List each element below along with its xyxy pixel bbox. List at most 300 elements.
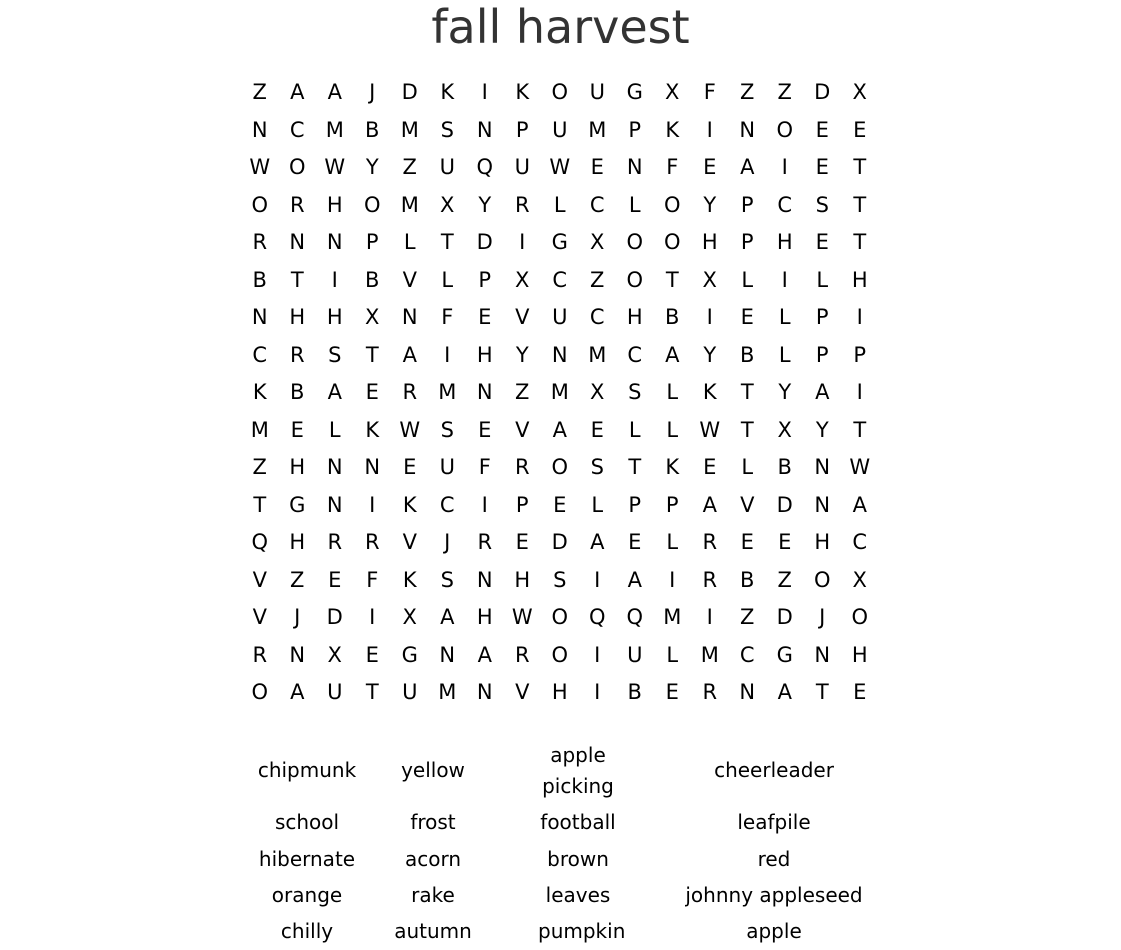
grid-letter: L [666, 380, 679, 404]
grid-letter: N [814, 642, 831, 667]
grid-letter: P [853, 342, 867, 367]
grid-letter: I [481, 80, 488, 104]
grid-letter: Y [365, 155, 379, 179]
grid-letter: X [365, 305, 380, 329]
grid-letter: I [594, 567, 601, 592]
grid-letter: N [739, 117, 756, 142]
grid-letter: N [251, 117, 268, 142]
grid-letter: L [441, 267, 454, 292]
grid-letter: M [550, 380, 569, 404]
grid-letter: L [591, 492, 604, 517]
grid-letter: P [515, 117, 529, 142]
grid-letter: H [289, 305, 306, 329]
grid-letter: H [514, 567, 531, 592]
grid-letter: I [706, 605, 713, 629]
page-title: fall harvest [431, 0, 690, 54]
grid-letter: Q [476, 155, 494, 179]
grid-letter: X [515, 267, 530, 292]
grid-letter: N [476, 567, 493, 592]
grid-letter: C [589, 192, 605, 217]
grid-letter: S [440, 567, 454, 592]
grid-letter: T [253, 492, 267, 517]
grid-letter: N [626, 155, 643, 179]
word-bank-item: leaves [545, 883, 611, 907]
grid-letter: K [515, 80, 530, 104]
grid-letter: D [476, 230, 493, 254]
grid-letter: A [590, 530, 605, 554]
grid-letter: K [402, 567, 417, 592]
grid-letter: L [741, 267, 754, 292]
grid-letter: C [589, 305, 605, 329]
grid-letter: M [588, 342, 607, 367]
word-bank-item: chipmunk [257, 758, 357, 782]
grid-letter: B [627, 680, 642, 704]
word-bank-item: apple [746, 919, 802, 943]
word-bank-item: school [274, 810, 340, 834]
grid-letter: P [628, 492, 642, 517]
grid-letter: N [739, 680, 756, 704]
grid-letter: X [665, 80, 680, 104]
grid-letter: I [781, 155, 788, 179]
grid-letter: N [364, 455, 381, 479]
grid-letter: B [740, 342, 755, 367]
grid-letter: X [777, 417, 792, 442]
grid-letter: I [706, 117, 713, 142]
grid-letter: E [515, 530, 529, 554]
grid-letter: T [853, 417, 867, 442]
grid-letter: R [402, 380, 418, 404]
grid-letter: V [515, 417, 530, 442]
grid-letter: H [814, 530, 831, 554]
grid-letter: C [777, 192, 793, 217]
grid-letter: E [403, 455, 417, 479]
grid-letter: Y [478, 192, 492, 217]
grid-letter: A [815, 380, 830, 404]
grid-letter: E [815, 155, 829, 179]
grid-letter: C [252, 342, 268, 367]
grid-letter: B [365, 267, 380, 292]
grid-letter: C [852, 530, 868, 554]
grid-letter: R [514, 192, 530, 217]
grid-letter: B [252, 267, 267, 292]
grid-letter: E [815, 230, 829, 254]
grid-letter: L [816, 267, 829, 292]
grid-letter: D [551, 530, 568, 554]
grid-letter: S [553, 567, 567, 592]
grid-letter: O [663, 192, 681, 217]
grid-letter: J [819, 605, 826, 629]
grid-letter: T [290, 267, 304, 292]
grid-letter: U [439, 455, 455, 479]
grid-letter: E [628, 530, 642, 554]
grid-letter: G [551, 230, 568, 254]
grid-letter: O [851, 605, 869, 629]
grid-letter: M [438, 680, 457, 704]
word-bank-item: orange [271, 883, 343, 907]
grid-letter: A [740, 155, 755, 179]
grid-letter: F [478, 455, 491, 479]
grid-letter: E [740, 305, 754, 329]
grid-letter: A [777, 680, 792, 704]
grid-letter: U [627, 642, 643, 667]
grid-letter: E [703, 455, 717, 479]
grid-letter: P [740, 192, 754, 217]
grid-letter: I [669, 567, 676, 592]
grid-letter: H [551, 680, 568, 704]
grid-letter: I [331, 267, 338, 292]
grid-letter: N [401, 305, 418, 329]
grid-letter: F [666, 155, 679, 179]
grid-letter: W [511, 605, 533, 629]
grid-letter: V [402, 267, 417, 292]
grid-letter: U [439, 155, 455, 179]
word-bank-item: acorn [404, 847, 462, 871]
grid-letter: A [290, 680, 305, 704]
grid-letter: L [403, 230, 416, 254]
grid-letter: P [815, 305, 829, 329]
grid-letter: R [702, 680, 718, 704]
grid-letter: O [251, 192, 269, 217]
grid-letter: W [699, 417, 721, 442]
grid-letter: R [364, 530, 380, 554]
grid-letter: W [849, 455, 871, 479]
grid-letter: F [366, 567, 379, 592]
grid-letter: N [251, 305, 268, 329]
grid-letter: B [665, 305, 680, 329]
grid-letter: T [365, 680, 379, 704]
grid-letter: E [290, 417, 304, 442]
grid-letter: I [856, 380, 863, 404]
grid-letter: X [327, 642, 342, 667]
grid-letter: X [590, 380, 605, 404]
grid-letter: E [478, 305, 492, 329]
grid-letter: R [477, 530, 493, 554]
grid-letter: L [666, 530, 679, 554]
grid-letter: D [814, 80, 831, 104]
grid-letter: M [663, 605, 682, 629]
grid-letter: Z [252, 455, 267, 479]
grid-letter: O [251, 680, 269, 704]
grid-letter: C [627, 342, 643, 367]
grid-letter: J [369, 80, 376, 104]
grid-letter: L [666, 642, 679, 667]
grid-letter: I [369, 492, 376, 517]
word-bank-item: football [540, 810, 616, 834]
grid-letter: M [400, 192, 419, 217]
grid-letter: N [326, 492, 343, 517]
grid-letter: I [369, 605, 376, 629]
grid-letter: M [400, 117, 419, 142]
grid-letter: H [626, 305, 643, 329]
grid-letter: E [590, 417, 604, 442]
grid-letter: L [328, 417, 341, 442]
grid-letter: X [852, 80, 867, 104]
grid-letter: T [440, 230, 454, 254]
grid-letter: V [402, 530, 417, 554]
grid-letter: D [776, 605, 793, 629]
grid-letter: T [740, 380, 754, 404]
grid-letter: Q [626, 605, 644, 629]
grid-letter: H [476, 605, 493, 629]
grid-letter: S [328, 342, 342, 367]
grid-letter: O [813, 567, 831, 592]
grid-letter: T [665, 267, 679, 292]
grid-letter: B [777, 455, 792, 479]
grid-letter: B [740, 567, 755, 592]
grid-letter: P [365, 230, 379, 254]
grid-letter: M [250, 417, 269, 442]
grid-letter: P [515, 492, 529, 517]
grid-letter: R [327, 530, 343, 554]
word-bank-item: yellow [401, 758, 465, 782]
grid-letter: A [627, 567, 642, 592]
grid-letter: A [402, 342, 417, 367]
grid-letter: X [852, 567, 867, 592]
grid-letter: N [326, 230, 343, 254]
grid-letter: A [477, 642, 492, 667]
grid-letter: R [289, 342, 305, 367]
word-bank-item: johnny appleseed [685, 883, 863, 907]
grid-letter: J [444, 530, 451, 554]
grid-letter: L [778, 305, 791, 329]
grid-letter: L [553, 192, 566, 217]
grid-letter: X [702, 267, 717, 292]
grid-letter: W [549, 155, 571, 179]
grid-letter: Z [515, 380, 530, 404]
grid-letter: H [289, 455, 306, 479]
grid-letter: Y [703, 192, 717, 217]
grid-letter: K [665, 117, 680, 142]
grid-letter: O [551, 605, 569, 629]
grid-letter: R [514, 642, 530, 667]
grid-letter: C [439, 492, 455, 517]
grid-letter: A [852, 492, 867, 517]
grid-letter: D [776, 492, 793, 517]
grid-letter: G [776, 642, 793, 667]
grid-letter: I [594, 680, 601, 704]
grid-letter: Z [290, 567, 305, 592]
grid-letter: I [706, 305, 713, 329]
grid-letter: V [252, 567, 267, 592]
grid-letter: H [776, 230, 793, 254]
grid-letter: U [327, 680, 343, 704]
grid-letter: E [590, 155, 604, 179]
grid-letter: O [551, 455, 569, 479]
grid-letter: O [551, 80, 569, 104]
grid-letter: Y [778, 380, 792, 404]
word-bank-item: rake [411, 883, 455, 907]
grid-letter: I [481, 492, 488, 517]
grid-letter: E [815, 117, 829, 142]
grid-letter: N [326, 455, 343, 479]
word-bank-item: cheerleader [714, 758, 834, 782]
grid-letter: N [814, 455, 831, 479]
grid-letter: A [327, 80, 342, 104]
word-bank-item: autumn [394, 919, 472, 943]
grid-letter: A [665, 342, 680, 367]
grid-letter: Z [740, 80, 755, 104]
grid-letter: E [553, 492, 567, 517]
word-bank-item: apple picking [542, 743, 614, 798]
grid-letter: O [363, 192, 381, 217]
grid-letter: T [628, 455, 642, 479]
grid-letter: G [289, 492, 306, 517]
grid-letter: A [552, 417, 567, 442]
grid-letter: V [740, 492, 755, 517]
grid-letter: V [515, 680, 530, 704]
grid-letter: M [700, 642, 719, 667]
grid-letter: X [440, 192, 455, 217]
grid-letter: L [741, 455, 754, 479]
grid-letter: H [851, 267, 868, 292]
grid-letter: E [478, 417, 492, 442]
grid-letter: P [815, 342, 829, 367]
word-bank-item: red [757, 847, 791, 871]
grid-letter: E [328, 567, 342, 592]
grid-letter: M [438, 380, 457, 404]
grid-letter: N [551, 342, 568, 367]
grid-letter: B [290, 380, 305, 404]
grid-letter: H [701, 230, 718, 254]
grid-letter: P [478, 267, 492, 292]
grid-letter: O [776, 117, 794, 142]
grid-letter: I [856, 305, 863, 329]
grid-letter: O [626, 230, 644, 254]
grid-letter: S [440, 417, 454, 442]
grid-letter: O [663, 230, 681, 254]
grid-letter: Z [777, 567, 792, 592]
word-bank-item: hibernate [258, 847, 356, 871]
grid-letter: R [514, 455, 530, 479]
word-bank-item: frost [410, 810, 456, 834]
grid-letter: I [519, 230, 526, 254]
grid-letter: P [628, 117, 642, 142]
grid-letter: O [626, 267, 644, 292]
grid-letter: N [476, 380, 493, 404]
grid-letter: I [781, 267, 788, 292]
grid-letter: E [778, 530, 792, 554]
grid-letter: F [703, 80, 716, 104]
grid-letter: N [476, 680, 493, 704]
grid-letter: I [594, 642, 601, 667]
grid-letter: L [666, 417, 679, 442]
grid-letter: I [444, 342, 451, 367]
grid-letter: K [665, 455, 680, 479]
grid-letter: E [665, 680, 679, 704]
grid-letter: H [326, 192, 343, 217]
grid-letter: R [702, 567, 718, 592]
grid-letter: N [289, 230, 306, 254]
grid-letter: K [702, 380, 717, 404]
grid-letter: P [665, 492, 679, 517]
grid-letter: S [440, 117, 454, 142]
grid-letter: E [365, 380, 379, 404]
grid-letter: L [628, 417, 641, 442]
grid-letter: C [739, 642, 755, 667]
grid-letter: A [440, 605, 455, 629]
grid-letter: A [290, 80, 305, 104]
grid-letter: Y [703, 342, 717, 367]
grid-letter: H [289, 530, 306, 554]
grid-letter: R [252, 230, 268, 254]
grid-letter: K [365, 417, 380, 442]
word-bank-item: chilly [280, 919, 334, 943]
grid-letter: E [853, 680, 867, 704]
grid-letter: M [588, 117, 607, 142]
grid-letter: U [402, 680, 418, 704]
grid-letter: H [326, 305, 343, 329]
grid-letter: G [626, 80, 643, 104]
grid-letter: Z [777, 80, 792, 104]
grid-letter: U [514, 155, 530, 179]
grid-letter: U [552, 117, 568, 142]
grid-letter: Z [590, 267, 605, 292]
grid-letter: V [252, 605, 267, 629]
grid-letter: O [551, 642, 569, 667]
grid-letter: X [590, 230, 605, 254]
word-bank-item: leafpile [737, 810, 811, 834]
grid-letter: N [289, 642, 306, 667]
grid-letter: W [324, 155, 346, 179]
grid-letter: L [778, 342, 791, 367]
grid-letter: T [740, 417, 754, 442]
grid-letter: T [853, 155, 867, 179]
grid-letter: E [703, 155, 717, 179]
grid-letter: Y [515, 342, 529, 367]
grid-letter: K [252, 380, 267, 404]
grid-letter: Z [252, 80, 267, 104]
grid-letter: W [399, 417, 421, 442]
word-bank-item: pumpkin [538, 919, 626, 943]
word-bank-item: brown [547, 847, 609, 871]
grid-letter: Z [402, 155, 417, 179]
grid-letter: X [402, 605, 417, 629]
grid-letter: R [702, 530, 718, 554]
grid-letter: R [289, 192, 305, 217]
grid-letter: R [252, 642, 268, 667]
grid-letter: T [365, 342, 379, 367]
grid-letter: U [552, 305, 568, 329]
grid-letter: V [515, 305, 530, 329]
grid-letter: D [326, 605, 343, 629]
grid-letter: E [365, 642, 379, 667]
grid-letter: U [589, 80, 605, 104]
grid-letter: E [740, 530, 754, 554]
grid-letter: S [815, 192, 829, 217]
grid-letter: K [440, 80, 455, 104]
grid-letter: F [441, 305, 454, 329]
grid-letter: K [402, 492, 417, 517]
grid-letter: T [815, 680, 829, 704]
grid-letter: N [814, 492, 831, 517]
grid-letter: A [327, 380, 342, 404]
grid-letter: Z [740, 605, 755, 629]
grid-letter: Y [815, 417, 829, 442]
grid-letter: W [249, 155, 271, 179]
grid-letter: C [552, 267, 568, 292]
grid-letter: N [476, 117, 493, 142]
grid-letter: O [288, 155, 306, 179]
grid-letter: J [294, 605, 301, 629]
grid-letter: P [740, 230, 754, 254]
grid-letter: D [401, 80, 418, 104]
grid-letter: G [401, 642, 418, 667]
grid-letter: T [853, 192, 867, 217]
grid-letter: T [853, 230, 867, 254]
grid-letter: N [439, 642, 456, 667]
grid-letter: Q [588, 605, 606, 629]
grid-letter: B [365, 117, 380, 142]
